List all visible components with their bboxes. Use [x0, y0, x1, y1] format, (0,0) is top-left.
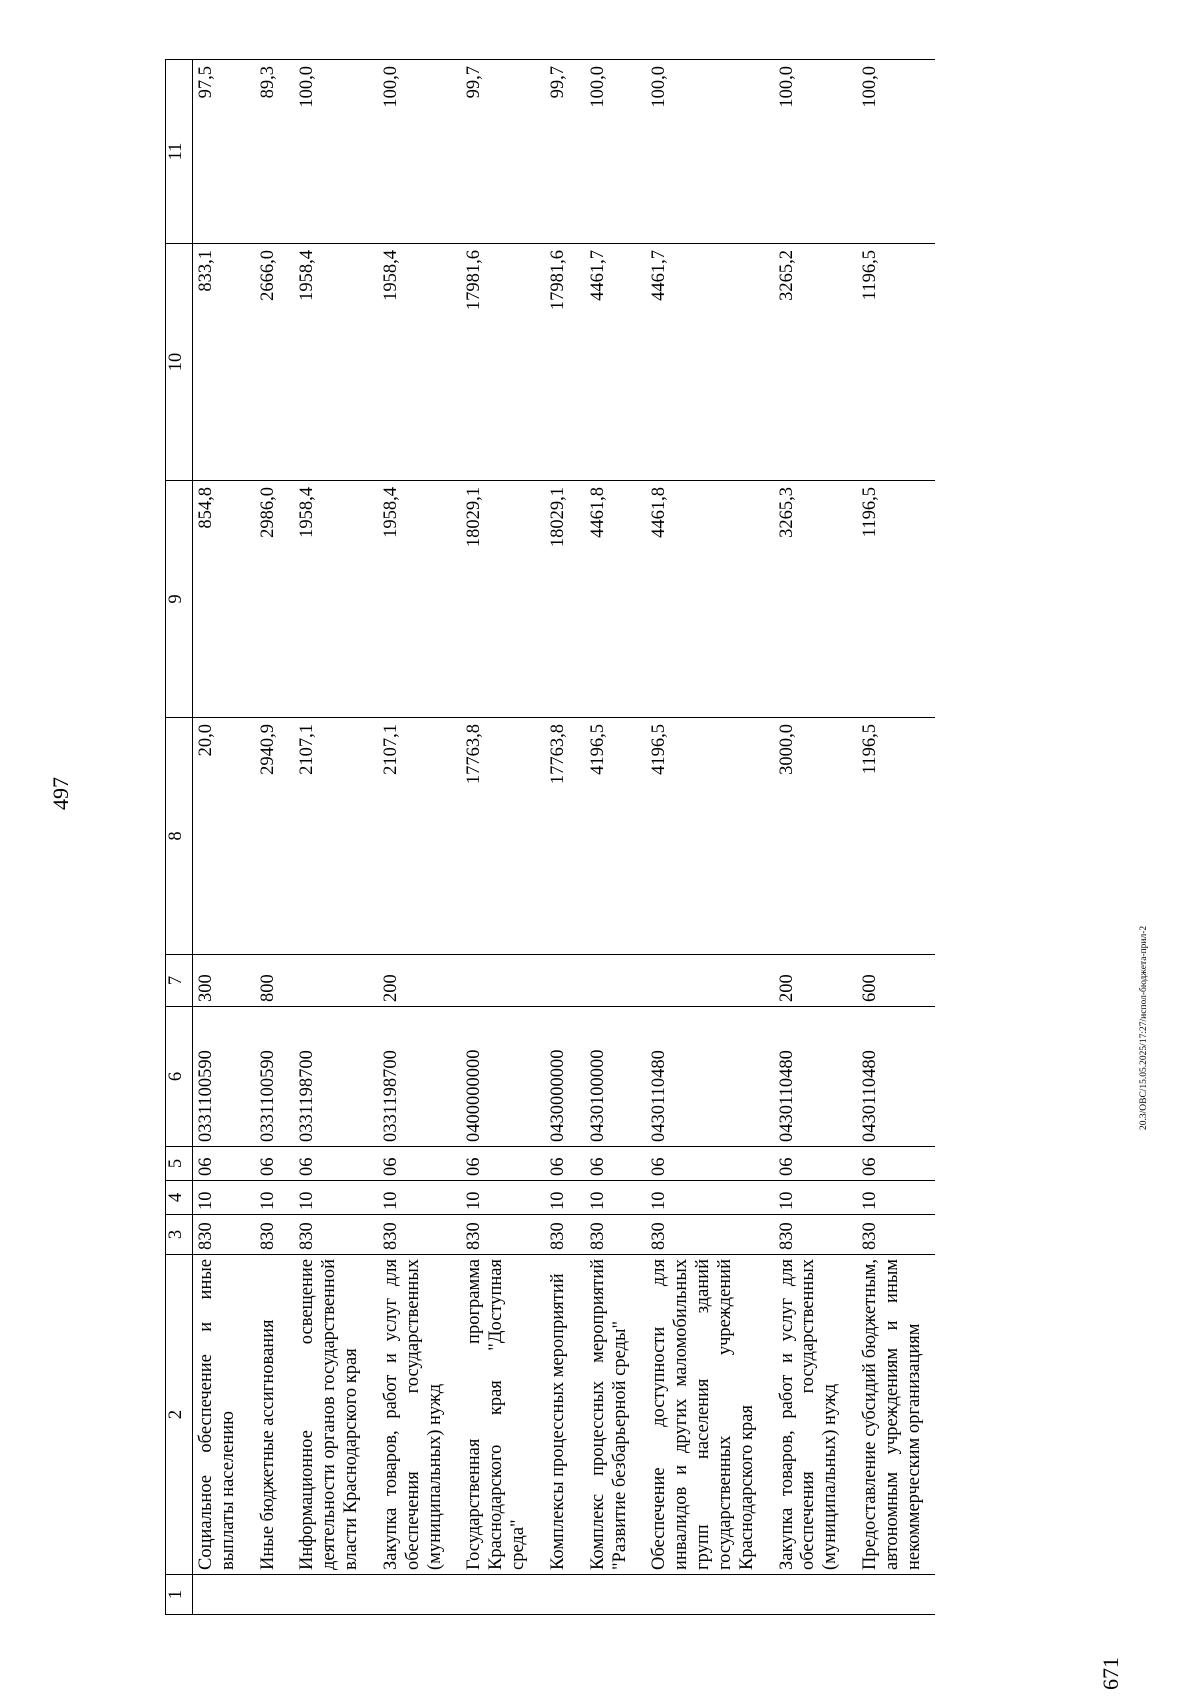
revised-amount-cell: 2986,0	[249, 481, 289, 718]
executed-amount-cell: 3265,2	[768, 244, 851, 481]
execution-percent-cell: 100,0	[851, 60, 934, 244]
approved-amount-cell: 17763,8	[539, 718, 579, 955]
ministry-code-cell: 830	[372, 1215, 455, 1255]
subsection-code-cell: 06	[539, 1147, 579, 1181]
column-header-3: 3	[166, 1215, 193, 1255]
table-row	[288, 60, 371, 1615]
executed-amount-cell: 17981,6	[455, 244, 538, 481]
execution-percent-cell: 99,7	[539, 60, 579, 244]
ministry-code-cell: 830	[288, 1215, 371, 1255]
execution-percent-cell: 99,7	[455, 60, 538, 244]
section-code-cell: 10	[455, 1181, 538, 1215]
subsection-code-cell: 06	[288, 1147, 371, 1181]
footer-path: 20.3/ОВС/15.05.2025/17:27/испол-бюджета-прил-2	[1139, 925, 1149, 1130]
target-article-code-cell: 0430100000	[579, 1007, 641, 1147]
execution-percent-cell: 100,0	[288, 60, 371, 244]
target-article-code-cell: 0331100590	[193, 1007, 249, 1147]
subsection-code-cell: 06	[851, 1147, 934, 1181]
row-number-cell	[455, 1575, 538, 1615]
column-header-6: 6	[166, 1007, 193, 1147]
row-number-cell	[768, 1575, 851, 1615]
section-code-cell: 10	[193, 1181, 249, 1215]
revised-amount-cell: 3265,3	[768, 481, 851, 718]
approved-amount-cell: 4196,5	[640, 718, 767, 955]
column-header-1: 1	[166, 1575, 193, 1615]
subsection-code-cell: 06	[372, 1147, 455, 1181]
approved-amount-cell: 2107,1	[288, 718, 371, 955]
item-name-cell: Предоставление субсидий бюджетным, автономным учреждениям и иным некоммерческим организациям	[851, 1255, 934, 1575]
expense-type-code-cell	[455, 955, 538, 1007]
subsection-code-cell: 06	[249, 1147, 289, 1181]
approved-amount-cell: 4196,5	[579, 718, 641, 955]
item-name-cell: Иные бюджетные ассигнования	[249, 1255, 289, 1575]
budget-table-container	[165, 60, 935, 1615]
table-row	[768, 60, 851, 1615]
budget-table	[165, 59, 935, 1615]
row-number-cell	[193, 1575, 249, 1615]
item-name-cell: Комплексы процессных мероприятий	[539, 1255, 579, 1575]
expense-type-code-cell	[288, 955, 371, 1007]
ministry-code-cell: 830	[455, 1215, 538, 1255]
approved-amount-cell: 3000,0	[768, 718, 851, 955]
page-number: 497	[48, 777, 73, 810]
executed-amount-cell: 1196,5	[851, 244, 934, 481]
column-header-2: 2	[166, 1255, 193, 1575]
target-article-code-cell: 0430110480	[768, 1007, 851, 1147]
table-row	[851, 60, 934, 1615]
executed-amount-cell: 1958,4	[288, 244, 371, 481]
column-header-7: 7	[166, 955, 193, 1007]
subsection-code-cell: 06	[640, 1147, 767, 1181]
target-article-code-cell: 0400000000	[455, 1007, 538, 1147]
revised-amount-cell: 4461,8	[579, 481, 641, 718]
sheet-number: 671	[1098, 1657, 1123, 1690]
subsection-code-cell: 06	[768, 1147, 851, 1181]
executed-amount-cell: 833,1	[193, 244, 249, 481]
target-article-code-cell: 0430000000	[539, 1007, 579, 1147]
column-header-10: 10	[166, 244, 193, 481]
ministry-code-cell: 830	[249, 1215, 289, 1255]
execution-percent-cell: 100,0	[768, 60, 851, 244]
executed-amount-cell: 1958,4	[372, 244, 455, 481]
expense-type-code-cell	[640, 955, 767, 1007]
approved-amount-cell: 1196,5	[851, 718, 934, 955]
item-name-cell: Обеспечение доступности для инвалидов и других маломобильных групп населения зданий государственных учреждений Краснодарского края	[640, 1255, 767, 1575]
approved-amount-cell: 2107,1	[372, 718, 455, 955]
section-code-cell: 10	[539, 1181, 579, 1215]
subsection-code-cell: 06	[455, 1147, 538, 1181]
revised-amount-cell: 18029,1	[539, 481, 579, 718]
column-header-11: 11	[166, 60, 193, 244]
revised-amount-cell: 18029,1	[455, 481, 538, 718]
column-header-8: 8	[166, 718, 193, 955]
item-name-cell: Государственная программа Краснодарского края "Доступная среда"	[455, 1255, 538, 1575]
row-number-cell	[288, 1575, 371, 1615]
row-number-cell	[851, 1575, 934, 1615]
target-article-code-cell: 0331100590	[249, 1007, 289, 1147]
executed-amount-cell: 2666,0	[249, 244, 289, 481]
executed-amount-cell: 4461,7	[579, 244, 641, 481]
table-row	[640, 60, 767, 1615]
subsection-code-cell: 06	[579, 1147, 641, 1181]
column-header-4: 4	[166, 1181, 193, 1215]
revised-amount-cell: 1196,5	[851, 481, 934, 718]
item-name-cell: Комплекс процессных мероприятий "Развитие безбарьерной среды"	[579, 1255, 641, 1575]
expense-type-code-cell: 800	[249, 955, 289, 1007]
execution-percent-cell: 100,0	[640, 60, 767, 244]
executed-amount-cell: 17981,6	[539, 244, 579, 481]
ministry-code-cell: 830	[579, 1215, 641, 1255]
item-name-cell: Закупка товаров, работ и услуг для обеспечения государственных (муниципальных) нужд	[768, 1255, 851, 1575]
revised-amount-cell: 4461,8	[640, 481, 767, 718]
approved-amount-cell: 20,0	[193, 718, 249, 955]
execution-percent-cell: 100,0	[579, 60, 641, 244]
revised-amount-cell: 1958,4	[288, 481, 371, 718]
item-name-cell: Информационное освещение деятельности органов государственной власти Краснодарского края	[288, 1255, 371, 1575]
ministry-code-cell: 830	[768, 1215, 851, 1255]
approved-amount-cell: 17763,8	[455, 718, 538, 955]
execution-percent-cell: 89,3	[249, 60, 289, 244]
row-number-cell	[539, 1575, 579, 1615]
expense-type-code-cell: 300	[193, 955, 249, 1007]
expense-type-code-cell	[539, 955, 579, 1007]
execution-percent-cell: 100,0	[372, 60, 455, 244]
section-code-cell: 10	[372, 1181, 455, 1215]
table-row	[455, 60, 538, 1615]
executed-amount-cell: 4461,7	[640, 244, 767, 481]
table-body	[193, 60, 935, 1615]
section-code-cell: 10	[249, 1181, 289, 1215]
expense-type-code-cell: 200	[372, 955, 455, 1007]
section-code-cell: 10	[288, 1181, 371, 1215]
ministry-code-cell: 830	[851, 1215, 934, 1255]
section-code-cell: 10	[768, 1181, 851, 1215]
expense-type-code-cell: 600	[851, 955, 934, 1007]
item-name-cell: Социальное обеспечение и иные выплаты населению	[193, 1255, 249, 1575]
table-row	[249, 60, 289, 1615]
row-number-cell	[579, 1575, 641, 1615]
ministry-code-cell: 830	[539, 1215, 579, 1255]
table-row	[579, 60, 641, 1615]
row-number-cell	[249, 1575, 289, 1615]
item-name-cell: Закупка товаров, работ и услуг для обеспечения государственных (муниципальных) нужд	[372, 1255, 455, 1575]
table-row	[539, 60, 579, 1615]
row-number-cell	[372, 1575, 455, 1615]
revised-amount-cell: 854,8	[193, 481, 249, 718]
target-article-code-cell: 0331198700	[372, 1007, 455, 1147]
subsection-code-cell: 06	[193, 1147, 249, 1181]
target-article-code-cell: 0430110480	[640, 1007, 767, 1147]
revised-amount-cell: 1958,4	[372, 481, 455, 718]
expense-type-code-cell	[579, 955, 641, 1007]
column-header-5: 5	[166, 1147, 193, 1181]
ministry-code-cell: 830	[640, 1215, 767, 1255]
section-code-cell: 10	[851, 1181, 934, 1215]
section-code-cell: 10	[579, 1181, 641, 1215]
target-article-code-cell: 0331198700	[288, 1007, 371, 1147]
section-code-cell: 10	[640, 1181, 767, 1215]
table-row	[193, 60, 249, 1615]
column-header-9: 9	[166, 481, 193, 718]
table-row	[372, 60, 455, 1615]
target-article-code-cell: 0430110480	[851, 1007, 934, 1147]
ministry-code-cell: 830	[193, 1215, 249, 1255]
expense-type-code-cell: 200	[768, 955, 851, 1007]
execution-percent-cell: 97,5	[193, 60, 249, 244]
approved-amount-cell: 2940,9	[249, 718, 289, 955]
row-number-cell	[640, 1575, 767, 1615]
table-header-row	[166, 60, 193, 1615]
